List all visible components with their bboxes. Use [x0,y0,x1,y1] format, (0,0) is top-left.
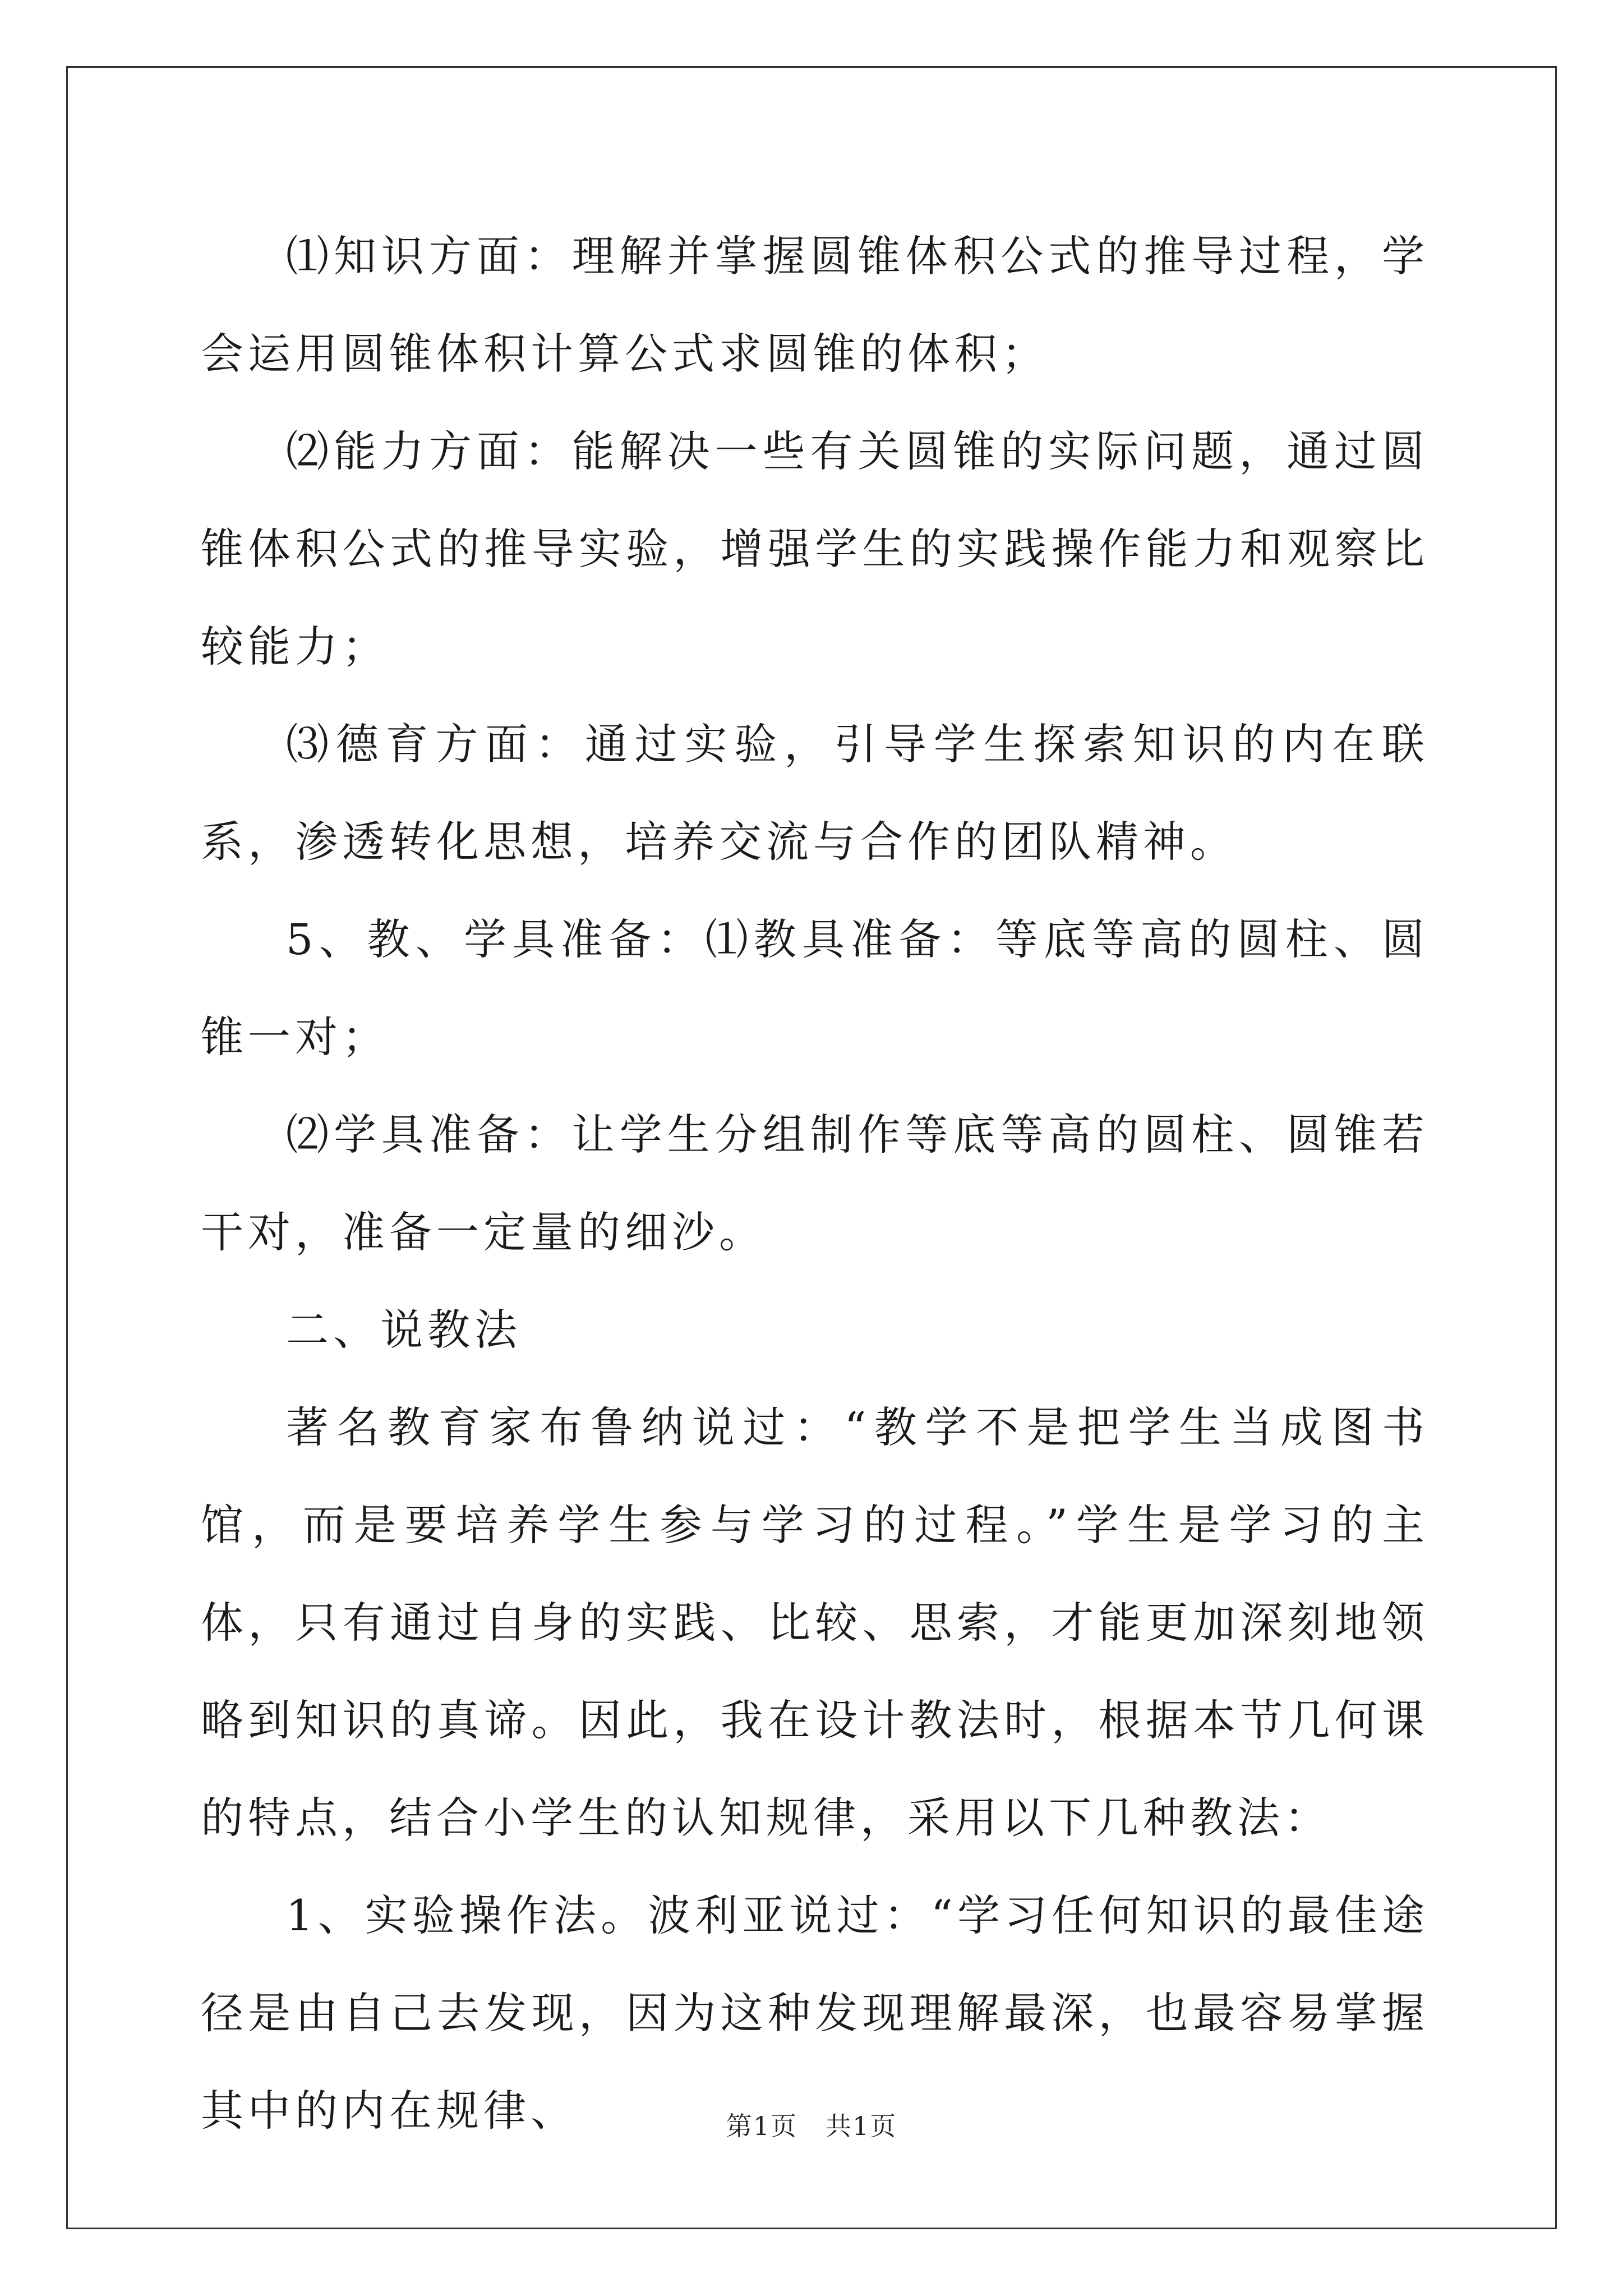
paragraph-bruner-quote: 著名教育家布鲁纳说过：“教学不是把学生当成图书馆，而是要培养学生参与学习的过程。”学生是学习的主体，只有通过自身的实践、比较、思索，才能更加深刻地领略到知识的真谛。因此，我在设计教法时，根据本节几何课的特点，结合小学生的认知规律，采用以下几种教法： [201,1402,1429,1843]
document-body [201,208,1429,2160]
page-total: 共1页 [826,2111,897,2141]
paragraph-moral: ⑶德育方面：通过实验，引导学生探索知识的内在联系，渗透转化思想，培养交流与合作的团队精神。 [201,719,1429,867]
paragraph-learning-aids: ⑵学具准备：让学生分组制作等底等高的圆柱、圆锥若干对，准备一定量的细沙。 [201,1110,1429,1257]
paragraph-teaching-aids: 5、教、学具准备：⑴教具准备：等底等高的圆柱、圆锥一对； [201,914,1429,1062]
paragraph-ability: ⑵能力方面：能解决一些有关圆锥的实际问题，通过圆锥体积公式的推导实验，增强学生的实践操作能力和观察比较能力； [201,426,1429,671]
page-footer [0,2109,1623,2143]
section-heading-teaching-method: 二、说教法 [286,1305,522,1355]
paragraph-knowledge: ⑴知识方面：理解并掌握圆锥体积公式的推导过程，学会运用圆锥体积计算公式求圆锥的体积； [201,231,1429,379]
paragraph-experiment-method: 1、实验操作法。波利亚说过：“学习任何知识的最佳途径是由自己去发现，因为这种发现理解最深，也最容易掌握其中的内在规律、 [201,1890,1429,2136]
page-number: 第1页 [726,2111,797,2141]
